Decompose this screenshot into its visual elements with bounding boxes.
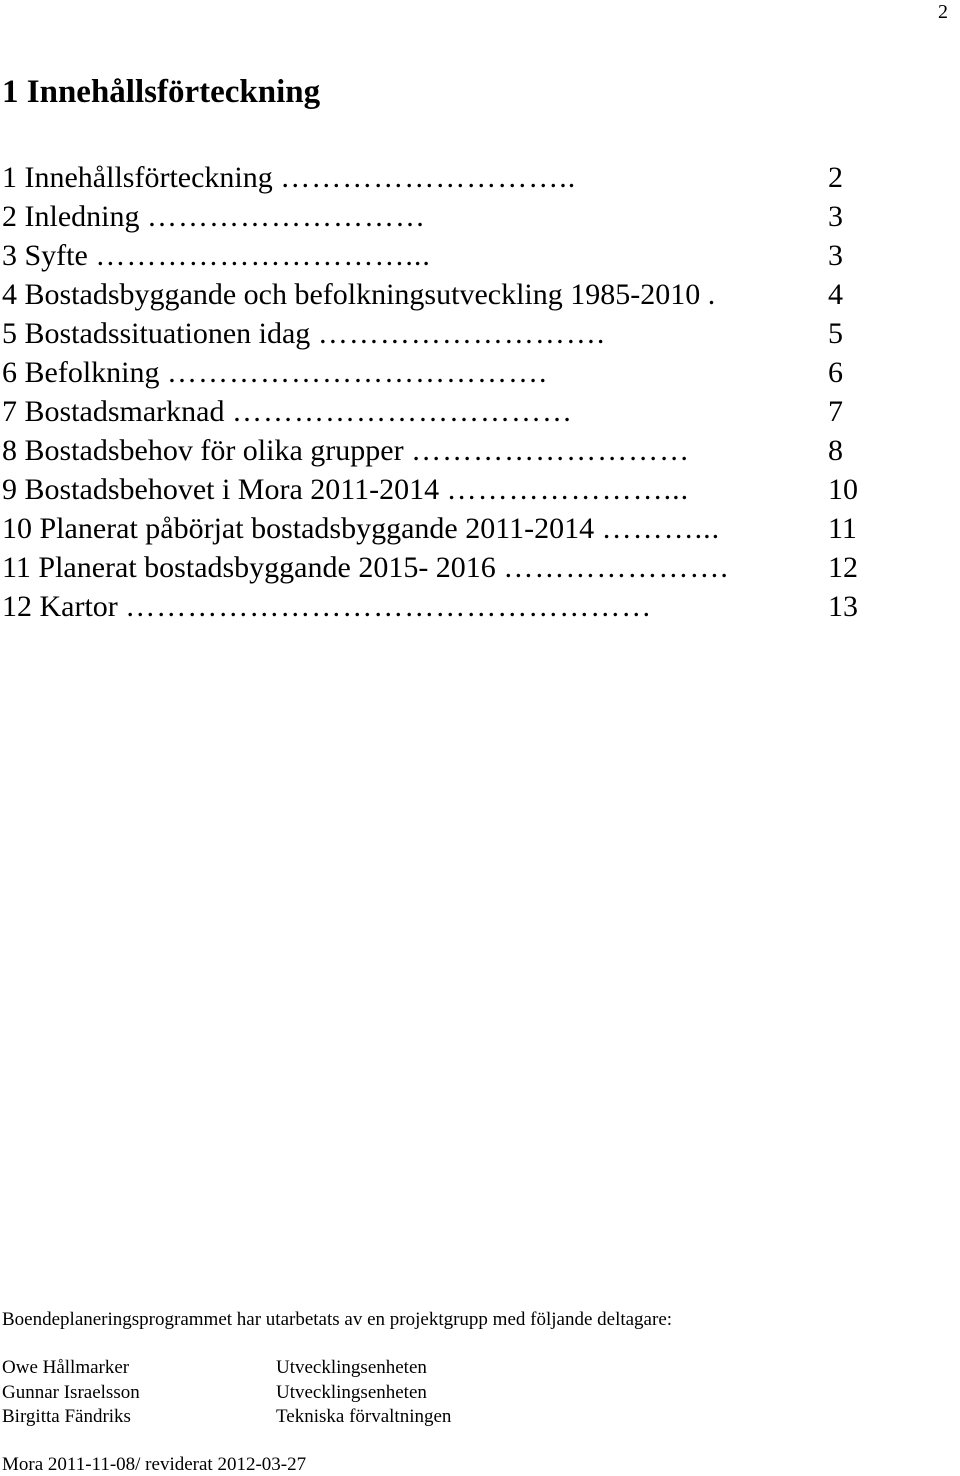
- toc-row[interactable]: [2, 509, 872, 548]
- toc-number: 1: [2, 161, 17, 194]
- toc-row[interactable]: [2, 314, 872, 353]
- toc-row[interactable]: [2, 236, 872, 275]
- toc-number: 7: [2, 395, 17, 428]
- toc-leader: ……………………………………………: [125, 590, 653, 623]
- toc-page: 6: [828, 356, 843, 389]
- toc-number: 2: [2, 200, 17, 233]
- toc-leader: .: [707, 278, 717, 311]
- toc-row[interactable]: [2, 275, 872, 314]
- toc-title: Bostadsbyggande och befolkningsutveckling 1985-2010: [24, 278, 701, 311]
- table-of-contents: [2, 158, 872, 626]
- toc-number: 8: [2, 434, 17, 467]
- page-number: 2: [938, 1, 948, 23]
- toc-row[interactable]: [2, 587, 872, 626]
- toc-row[interactable]: [2, 197, 872, 236]
- member-department: Utvecklingsenheten: [276, 1357, 427, 1378]
- toc-number: 10: [2, 512, 32, 545]
- toc-leader: ………………………: [411, 434, 691, 467]
- toc-number: 4: [2, 278, 17, 311]
- toc-number: 12: [2, 590, 32, 623]
- member-department: Tekniska förvaltningen: [276, 1406, 452, 1427]
- toc-number: 3: [2, 239, 17, 272]
- toc-leader: ……………………………….: [167, 356, 548, 389]
- toc-page: 4: [828, 278, 843, 311]
- toc-page: 10: [828, 473, 858, 506]
- toc-row[interactable]: [2, 353, 872, 392]
- toc-title: Planerat påbörjat bostadsbyggande 2011-2014: [39, 512, 595, 545]
- toc-row[interactable]: [2, 431, 872, 470]
- toc-leader: ……………………………: [231, 395, 573, 428]
- toc-row[interactable]: [2, 548, 872, 587]
- toc-leader: ………………………..: [280, 161, 577, 194]
- toc-page: 11: [828, 512, 857, 545]
- project-group-intro: Boendeplaneringsprogrammet har utarbetats av en projektgrupp med följande deltagare:: [2, 1309, 673, 1330]
- member-name: Owe Hållmarker: [2, 1357, 130, 1378]
- toc-page: 2: [828, 161, 843, 194]
- toc-title: Bostadsmarknad: [24, 395, 225, 428]
- toc-page: 7: [828, 395, 843, 428]
- toc-row[interactable]: [2, 470, 872, 509]
- toc-leader: ………………….: [503, 551, 729, 584]
- toc-row[interactable]: [2, 392, 872, 431]
- toc-title: Inledning: [24, 200, 140, 233]
- toc-title: Bostadsbehovet i Mora 2011-2014: [24, 473, 440, 506]
- toc-title: Befolkning: [24, 356, 160, 389]
- toc-page: 3: [828, 200, 843, 233]
- toc-page: 8: [828, 434, 843, 467]
- member-department: Utvecklingsenheten: [276, 1381, 427, 1403]
- toc-leader: ………………………: [146, 200, 426, 233]
- page-heading: 1 Innehållsförteckning: [2, 74, 321, 110]
- toc-page: 5: [828, 317, 843, 350]
- member-name: Gunnar Israelsson: [2, 1381, 140, 1403]
- toc-title: Bostadsbehov för olika grupper: [24, 434, 404, 467]
- toc-number: 11: [2, 551, 31, 584]
- toc-page: 12: [828, 551, 858, 584]
- toc-leader: …………………………...: [95, 239, 431, 272]
- toc-page: 13: [828, 590, 858, 623]
- toc-leader: ………...: [601, 512, 721, 545]
- footer-date: Mora 2011-11-08/ reviderat 2012-03-27: [2, 1454, 307, 1475]
- toc-number: 5: [2, 317, 17, 350]
- toc-leader: …………………...: [446, 473, 690, 506]
- toc-title: Syfte: [24, 239, 88, 272]
- toc-row[interactable]: [2, 158, 872, 197]
- toc-page: 3: [828, 239, 843, 272]
- member-name: Birgitta Fändriks: [2, 1406, 131, 1427]
- toc-number: 9: [2, 473, 17, 506]
- toc-title: Kartor: [39, 590, 118, 623]
- toc-title: Innehållsförteckning: [24, 161, 273, 194]
- toc-title: Planerat bostadsbyggande 2015- 2016: [38, 551, 496, 584]
- toc-title: Bostadssituationen idag: [24, 317, 311, 350]
- toc-number: 6: [2, 356, 17, 389]
- toc-leader: ……………………….: [317, 317, 606, 350]
